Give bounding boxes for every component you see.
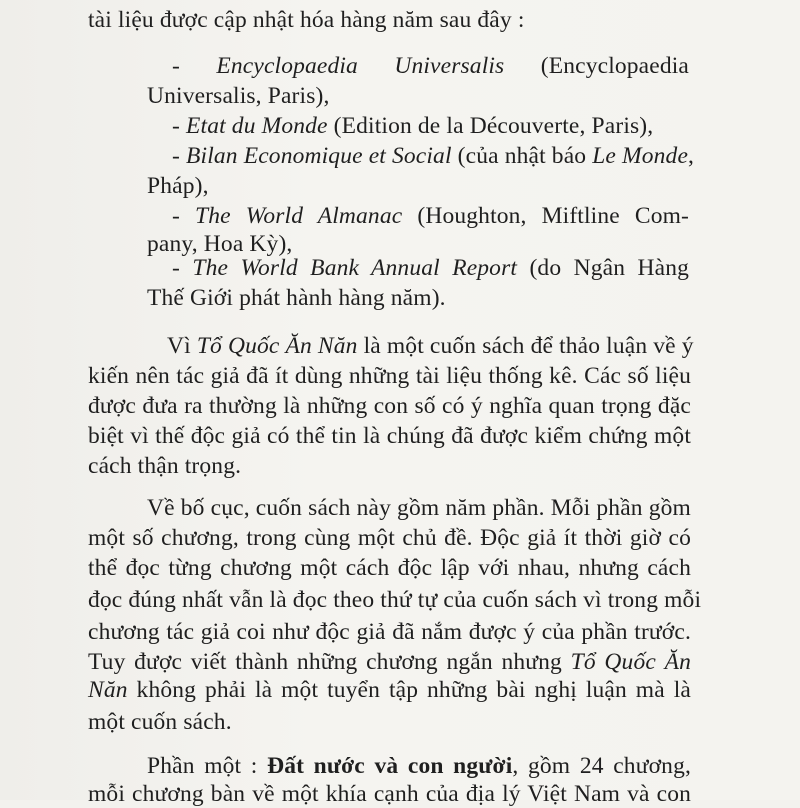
paragraph-2-line-8: một cuốn sách.	[88, 709, 232, 735]
source-title: Bilan Economique et Social	[186, 143, 452, 169]
source-detail-end: ,	[688, 143, 695, 169]
source-item-3-cont: Pháp),	[147, 173, 209, 199]
source-title: The World Almanac	[195, 203, 403, 229]
paragraph-1-line-1	[167, 332, 694, 360]
paragraph-2-line-4: đọc đúng nhất vẫn là đọc theo thứ tự của cuốn sách vì trong mỗi	[88, 587, 702, 613]
list-dash: -	[172, 143, 180, 169]
paragraph-1-line-5: cách thận trọng.	[88, 453, 242, 479]
text-run: là một cuốn sách để thảo luận về ý	[357, 333, 694, 359]
paragraph-3-line-1	[147, 752, 691, 780]
source-item-5	[172, 254, 689, 282]
source-title: Etat du Monde	[186, 113, 328, 139]
paragraph-2-line-5: chương tác giả coi như độc giả đã nắm được ý của phần trước.	[88, 619, 691, 645]
paragraph-3-line-2: mỗi chương bàn về một khía cạnh của địa lý Việt Nam và con	[88, 781, 691, 807]
source-item-4	[172, 202, 689, 230]
part-title: Đất nước và con người	[267, 753, 513, 779]
source-detail: (do Ngân Hàng	[517, 255, 689, 281]
intro-line: tài liệu được cập nhật hóa hàng năm sau đây :	[88, 7, 525, 33]
paragraph-2-line-7	[88, 676, 691, 704]
paragraph-2-line-3: thể đọc từng chương một cách độc lập với nhau, nhưng cách	[88, 555, 691, 581]
source-title: Encyclopaedia Universalis	[216, 53, 505, 79]
list-dash: -	[172, 255, 180, 281]
source-title: The World Bank Annual Report	[192, 255, 518, 281]
list-dash: -	[172, 53, 180, 79]
paragraph-1-line-2: kiến nên tác giả đã ít dùng những tài liệu thống kê. Các số liệu	[88, 363, 691, 389]
paragraph-2-line-6	[88, 648, 691, 676]
list-dash: -	[172, 113, 180, 139]
paragraph-1-line-4: biệt vì thế độc giả có thể tin là chúng đã được kiểm chứng một	[88, 423, 691, 449]
list-dash: -	[172, 203, 180, 229]
text-run: Phần một :	[147, 753, 268, 779]
source-detail: (của nhật báo	[451, 143, 593, 169]
source-item-4-cont: pany, Hoa Kỳ),	[147, 231, 293, 257]
book-title: Tổ Quốc Ăn Năn	[196, 333, 358, 359]
source-item-2	[172, 112, 653, 140]
source-detail: (Encyclopaedia	[504, 53, 689, 79]
source-detail: (Houghton, Miftline Com-	[402, 203, 689, 229]
paragraph-2-line-2: một số chương, trong cùng một chủ đề. Độc giả ít thời giờ có	[88, 525, 691, 551]
book-title: Tổ Quốc Ăn	[570, 649, 692, 675]
text-run: , gồm 24 chương,	[512, 753, 691, 779]
newspaper-title: Le Monde	[592, 143, 689, 169]
text-run: không phải là một tuyển tập những bài nghị luận mà là	[127, 677, 691, 703]
text-run: Tuy được viết thành những chương ngắn nhưng	[88, 649, 571, 675]
text-run: Vì	[167, 333, 197, 359]
source-item-1	[172, 52, 689, 80]
source-detail: (Edition de la Découverte, Paris),	[327, 113, 654, 139]
source-item-5-cont: Thế Giới phát hành hàng năm).	[147, 285, 446, 311]
source-item-3	[172, 142, 695, 170]
paragraph-1-line-3: được đưa ra thường là những con số có ý nghĩa quan trọng đặc	[88, 393, 691, 419]
book-title: Năn	[88, 677, 128, 703]
source-item-1-cont: Universalis, Paris),	[147, 83, 330, 109]
paragraph-2-line-1: Về bố cục, cuốn sách này gồm năm phần. Mỗi phần gồm	[147, 495, 691, 521]
